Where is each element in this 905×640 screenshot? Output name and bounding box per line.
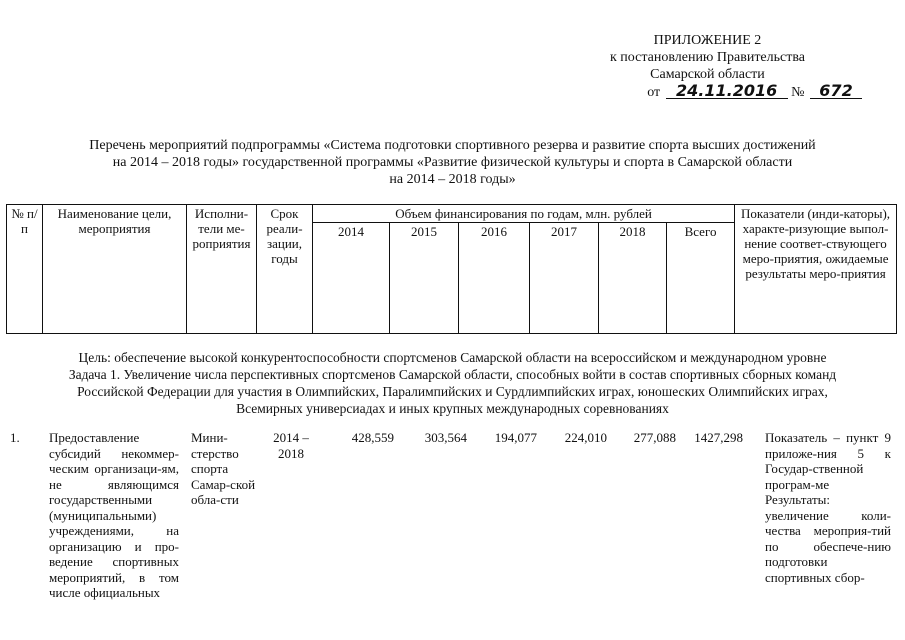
row-indicators: Показатель – пункт 9 приложе-ния 5 к Государ-ственной програм-ме Результаты: увеличение коли-чества мероприя-тий по обеспече-нию подготовки спортивных сбор- [765, 430, 891, 585]
appendix-block [610, 32, 805, 83]
header-year-2018: 2018 [599, 223, 667, 334]
row-value-2014: 428,559 [351, 430, 394, 445]
header-total: Всего [667, 223, 735, 334]
appendix-date-line [647, 83, 862, 101]
row-value-2015: 303,564 [424, 430, 467, 445]
header-funding: Объем финансирования по годам, млн. рублей [313, 205, 735, 223]
row-name: Предоставление субсидий некоммер-ческим организаци-ям, не являющимся государственными (муниципальными) учреждениями, на организацию и про-ведение спортивных мероприятий, в том числе официальных [49, 430, 179, 600]
date-prefix: от [647, 85, 661, 100]
row-term: 2014 – 2018 [273, 430, 309, 461]
goal-task-block [0, 349, 905, 417]
number-prefix: № [791, 85, 805, 100]
header-year-2015: 2015 [390, 223, 459, 334]
goal-text: Цель: обеспечение высокой конкурентоспособности спортсменов Самарской области на всероссийском и международном уровне [78, 350, 827, 365]
header-term: Срок реали-зации, годы [257, 205, 313, 334]
title-line2: на 2014 – 2018 годы» государственной программы «Развитие физической культуры и спорта в Самарской области [112, 155, 793, 170]
row-value-2018: 277,088 [633, 430, 676, 445]
header-year-2014: 2014 [313, 223, 390, 334]
appendix-line1: к постановлению Правительства [609, 50, 805, 65]
handwritten-number: 672 [810, 83, 862, 99]
header-num: № п/п [7, 205, 43, 334]
appendix-line2: Самарской области [650, 67, 765, 82]
row-num: 1. [10, 430, 20, 445]
row-value-2017: 224,010 [564, 430, 607, 445]
row-value-2016: 194,077 [494, 430, 537, 445]
handwritten-date: 24.11.2016 [666, 83, 788, 99]
title-line1: Перечень мероприятий подпрограммы «Система подготовки спортивного резерва и развитие спорта высших достижений [89, 138, 816, 153]
task-line1: Задача 1. Увеличение числа перспективных спортсменов Самарской области, способных войти в состав спортивных сборных команд [68, 367, 837, 382]
row-executor: Мини-стерство спорта Самар-ской обла-сти [191, 430, 256, 507]
header-year-2017: 2017 [530, 223, 599, 334]
row-total: 1427,298 [694, 430, 743, 445]
header-indicators: Показатели (инди-каторы), характе-ризующие выпол-нение соответ-ствующего меро-приятия, ожидаемые результаты меро-приятия [735, 205, 897, 334]
header-year-2016: 2016 [459, 223, 530, 334]
title-line3: на 2014 – 2018 годы» [389, 172, 516, 187]
header-table [6, 204, 897, 334]
document-title [0, 137, 905, 188]
task-line3: Всемирных универсиадах и иных крупных международных соревнованиях [236, 401, 669, 416]
appendix-label: ПРИЛОЖЕНИЕ 2 [653, 33, 762, 48]
task-line2: Российской Федерации для участия в Олимпийских, Паралимпийских и Сурдлимпийских играх, юношеских Олимпийских играх, [77, 384, 828, 399]
header-name: Наименование цели, мероприятия [43, 205, 187, 334]
header-executors: Исполни-тели ме-роприятия [187, 205, 257, 334]
